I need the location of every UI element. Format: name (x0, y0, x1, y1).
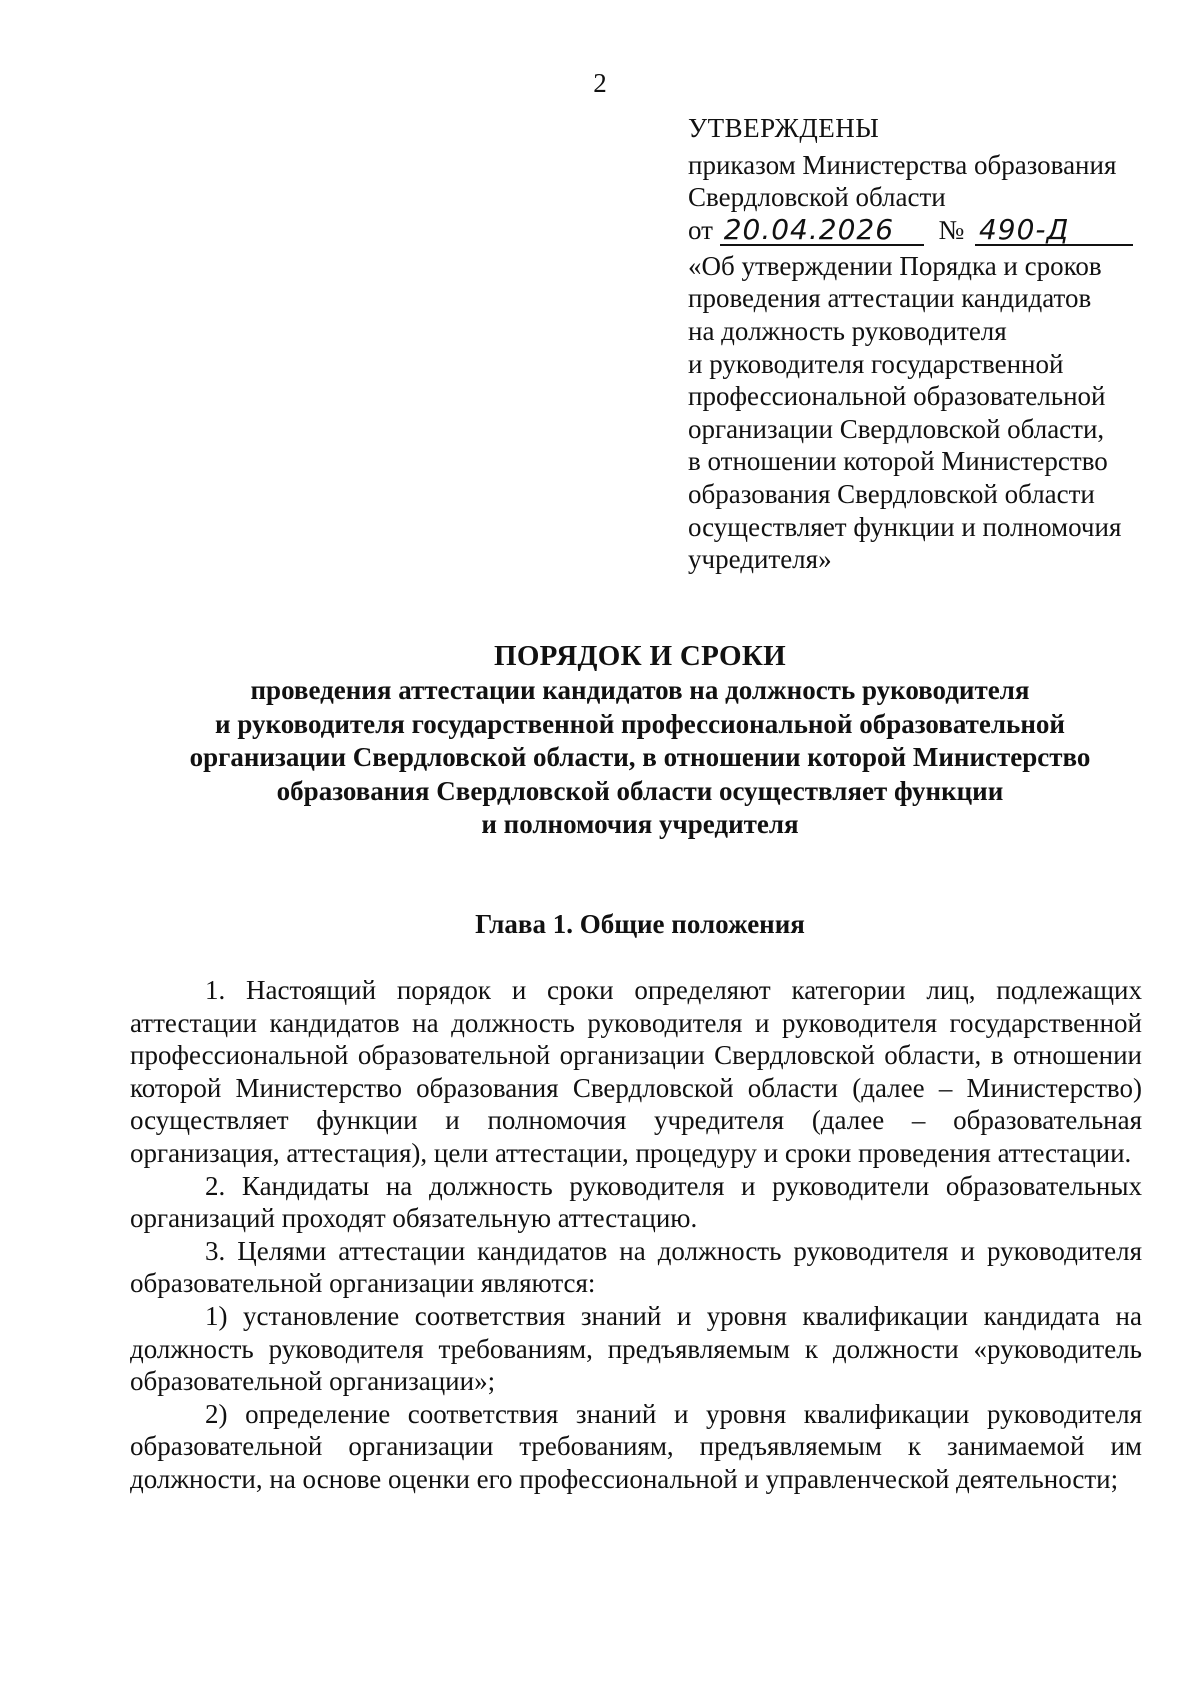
order-title-line: осуществляет функции и полномочия (688, 511, 1122, 542)
page-number: 2 (593, 68, 607, 98)
order-title-line: профессиональной образовательной (688, 381, 1106, 412)
order-title-line: образования Свердловской области (688, 478, 1095, 509)
order-title-line: и руководителя государственной (688, 348, 1064, 379)
document-body (130, 974, 1142, 1496)
approval-block (688, 112, 1188, 576)
title-subline: образования Свердловской области осуществляет функции (276, 775, 1004, 806)
date-prefix: от (688, 214, 713, 245)
paragraph: 1) установление соответствия знаний и уровня квалификации кандидата на должность руководителя требованиям, предъявляемым к должности «руководитель образовательной организации»; (130, 1300, 1142, 1397)
title-subline: и руководителя государственной профессиональной образовательной (215, 708, 1065, 739)
handwritten-number: 490-Д (975, 216, 1133, 246)
paragraph: 3. Целями аттестации кандидатов на должность руководителя и руководителя образовательной организации являются: (130, 1235, 1142, 1299)
document-title (130, 638, 1150, 842)
order-title-line: организации Свердловской области, (688, 413, 1105, 444)
order-title-line: учредителя» (688, 544, 832, 575)
handwritten-date: 20.04.2026 (720, 216, 924, 246)
approval-line: приказом Министерства образования (688, 149, 1117, 180)
order-title-line: в отношении которой Министерство (688, 446, 1108, 477)
title-subline: и полномочия учредителя (481, 809, 799, 840)
title-subline: проведения аттестации кандидатов на должность руководителя (250, 675, 1030, 705)
approval-line: Свердловской области (688, 182, 946, 213)
number-sign: № (938, 214, 965, 245)
paragraph: 2) определение соответствия знаний и уровня квалификации руководителя образовательной организации требованиям, предъявляемым к занимаемой им должности, на основе оценки его профессиональной и управленческой деятельности; (130, 1398, 1142, 1494)
paragraph: 1. Настоящий порядок и сроки определяют категории лиц, подлежащих аттестации кандидатов на должность руководителя и руководителя государственной профессиональной образовательной организации Свердловской области, в отношении которой Министерство образования Свердловской области (далее – Министерство) осуществляет функции и полномочия учредителя (далее – образовательная организация, аттестация), цели аттестации, процедуру и сроки проведения аттестации. (130, 975, 1142, 1168)
title-main: ПОРЯДОК И СРОКИ (493, 640, 787, 672)
order-date-line (688, 214, 1188, 250)
order-title-line: проведения аттестации кандидатов (688, 283, 1092, 314)
paragraph: 2. Кандидаты на должность руководителя и руководители образовательных организаций проходят обязательную аттестацию. (130, 1170, 1142, 1234)
order-title-line: «Об утверждении Порядка и сроков (688, 250, 1102, 281)
title-subline: организации Свердловской области, в отношении которой Министерство (189, 742, 1091, 773)
chapter-heading: Глава 1. Общие положения (475, 909, 805, 939)
approval-heading: УТВЕРЖДЕНЫ (688, 113, 880, 143)
order-title-line: на должность руководителя (688, 315, 1007, 346)
